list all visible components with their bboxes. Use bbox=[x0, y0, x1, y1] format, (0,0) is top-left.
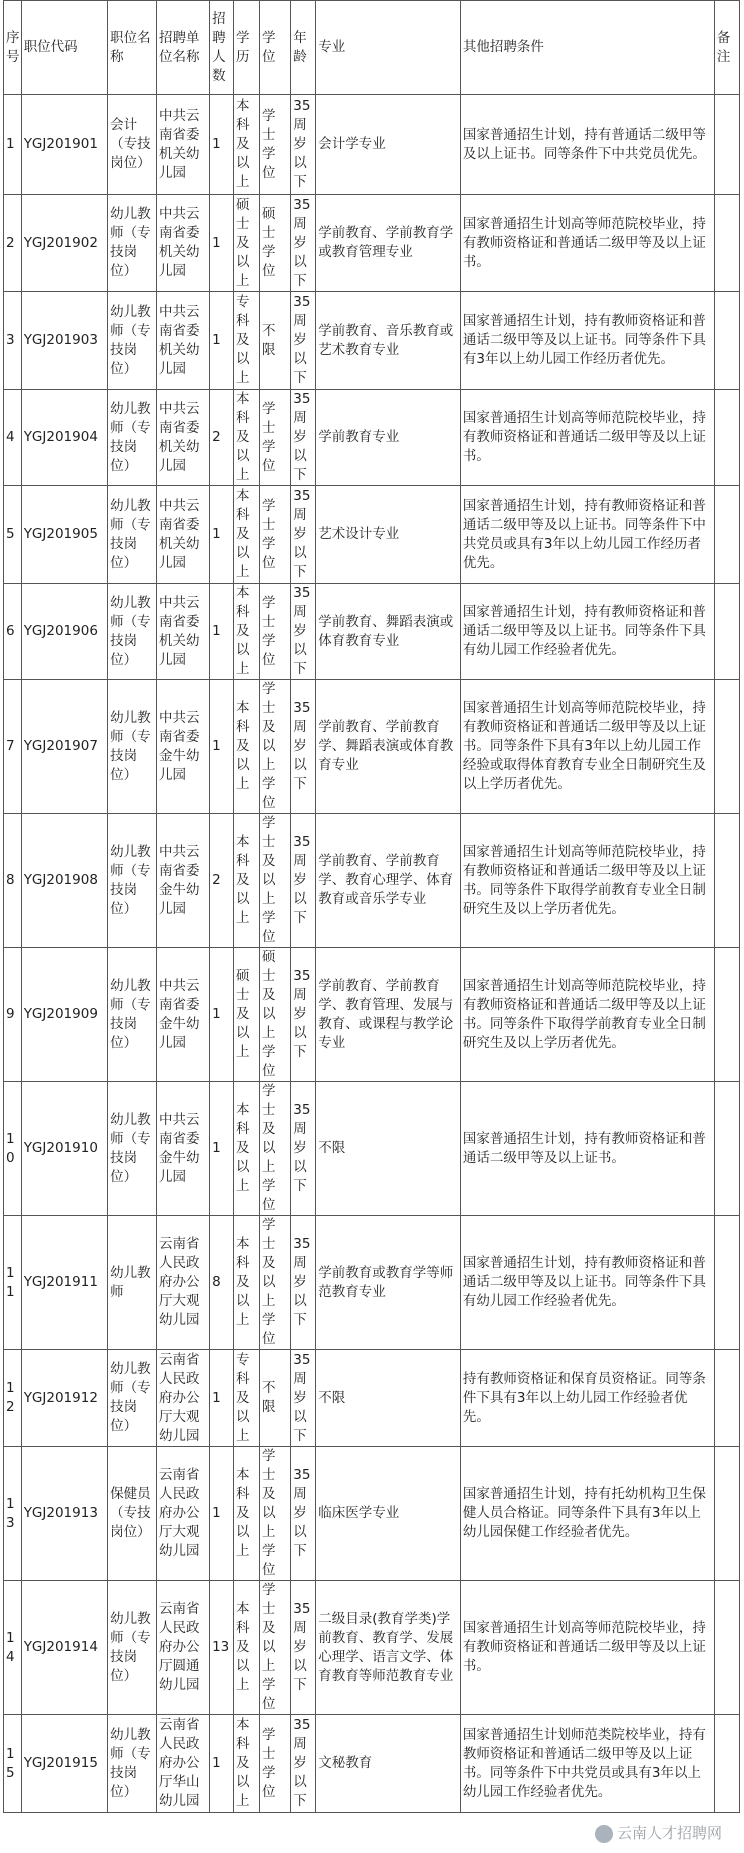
headcount: 1 bbox=[210, 584, 234, 680]
row-index: 4 bbox=[4, 390, 22, 486]
remarks bbox=[714, 814, 739, 948]
degree: 不限 bbox=[260, 1350, 291, 1447]
headcount: 1 bbox=[210, 1082, 234, 1216]
major: 文秘教育 bbox=[316, 1715, 461, 1813]
age-limit: 35周岁以下 bbox=[291, 1715, 316, 1813]
education: 本科及以上 bbox=[234, 1447, 260, 1581]
other-conditions: 国家普通招生计划，持有托幼机构卫生保健人员合格证。同等条件下具有3年以上幼儿园保健工作经验者优先。 bbox=[460, 1447, 714, 1581]
position-code: YGJ201904 bbox=[21, 390, 107, 486]
table-row bbox=[4, 1447, 740, 1581]
headcount: 1 bbox=[210, 1715, 234, 1813]
education: 本科及以上 bbox=[234, 1715, 260, 1813]
position-code: YGJ201910 bbox=[21, 1082, 107, 1216]
remarks bbox=[714, 390, 739, 486]
position-name: 幼儿教师（专技岗位） bbox=[108, 390, 157, 486]
major: 会计学专业 bbox=[316, 95, 461, 195]
header-col-employer: 招聘单位名称 bbox=[157, 1, 210, 95]
education: 专科及以上 bbox=[234, 1350, 260, 1447]
employer-name: 中共云南省委机关幼儿园 bbox=[157, 95, 210, 195]
headcount: 1 bbox=[210, 486, 234, 584]
position-name: 幼儿教师（专技岗位） bbox=[108, 486, 157, 584]
other-conditions: 国家普通招生计划高等师范院校毕业，持有教师资格证和普通话二级甲等及以上证书。 bbox=[460, 390, 714, 486]
position-code: YGJ201907 bbox=[21, 680, 107, 814]
education: 本科及以上 bbox=[234, 1216, 260, 1350]
header-row bbox=[4, 1, 740, 95]
table-row bbox=[4, 1715, 740, 1813]
degree: 硕士学位 bbox=[260, 195, 291, 292]
headcount: 1 bbox=[210, 948, 234, 1082]
employer-name: 中共云南省委金牛幼儿园 bbox=[157, 948, 210, 1082]
row-index: 15 bbox=[4, 1715, 22, 1813]
employer-name: 中共云南省委机关幼儿园 bbox=[157, 390, 210, 486]
age-limit: 35周岁以下 bbox=[291, 1082, 316, 1216]
table-row bbox=[4, 948, 740, 1082]
other-conditions: 国家普通招生计划高等师范院校毕业，持有教师资格证和普通话二级甲等及以上证书。 bbox=[460, 195, 714, 292]
position-name: 幼儿教师（专技岗位） bbox=[108, 1082, 157, 1216]
major: 学前教育、舞蹈表演或体育教育专业 bbox=[316, 584, 461, 680]
education: 硕士及以上 bbox=[234, 195, 260, 292]
row-index: 10 bbox=[4, 1082, 22, 1216]
position-name: 幼儿教师（专技岗位） bbox=[108, 195, 157, 292]
header-col-headcount: 招聘人数 bbox=[210, 1, 234, 95]
position-code: YGJ201903 bbox=[21, 292, 107, 390]
table-row bbox=[4, 584, 740, 680]
remarks bbox=[714, 1216, 739, 1350]
remarks bbox=[714, 948, 739, 1082]
education: 硕士及以上 bbox=[234, 948, 260, 1082]
degree: 学士学位 bbox=[260, 95, 291, 195]
remarks bbox=[714, 195, 739, 292]
major: 艺术设计专业 bbox=[316, 486, 461, 584]
major: 学前教育专业 bbox=[316, 390, 461, 486]
table-row bbox=[4, 680, 740, 814]
employer-name: 中共云南省委金牛幼儿园 bbox=[157, 680, 210, 814]
other-conditions: 持有教师资格证和保育员资格证。同等条件下具有3年以上幼儿园工作经验者优先。 bbox=[460, 1350, 714, 1447]
table-row bbox=[4, 1581, 740, 1715]
education: 本科及以上 bbox=[234, 486, 260, 584]
headcount: 2 bbox=[210, 814, 234, 948]
header-col-index: 序号 bbox=[4, 1, 22, 95]
degree: 学士学位 bbox=[260, 390, 291, 486]
major: 学前教育、学前教育学、教育管理、发展与教育、或课程与教学论专业 bbox=[316, 948, 461, 1082]
position-name: 幼儿教师（专技岗位） bbox=[108, 584, 157, 680]
position-code: YGJ201912 bbox=[21, 1350, 107, 1447]
major: 学前教育、学前教育学、舞蹈表演或体育教育专业 bbox=[316, 680, 461, 814]
position-name: 幼儿教师（专技岗位） bbox=[108, 814, 157, 948]
position-name: 幼儿教师（专技岗位） bbox=[108, 1581, 157, 1715]
age-limit: 35周岁以下 bbox=[291, 486, 316, 584]
degree: 学士学位 bbox=[260, 1715, 291, 1813]
other-conditions: 国家普通招生计划，持有教师资格证和普通话二级甲等及以上证书。 bbox=[460, 1082, 714, 1216]
employer-name: 云南省人民政府办公厅华山幼儿园 bbox=[157, 1715, 210, 1813]
headcount: 1 bbox=[210, 1447, 234, 1581]
age-limit: 35周岁以下 bbox=[291, 948, 316, 1082]
row-index: 11 bbox=[4, 1216, 22, 1350]
remarks bbox=[714, 680, 739, 814]
major: 不限 bbox=[316, 1350, 461, 1447]
header-col-position-name: 职位名称 bbox=[108, 1, 157, 95]
age-limit: 35周岁以下 bbox=[291, 1447, 316, 1581]
table-row bbox=[4, 1216, 740, 1350]
headcount: 1 bbox=[210, 95, 234, 195]
table-row bbox=[4, 95, 740, 195]
position-code: YGJ201909 bbox=[21, 948, 107, 1082]
table-row bbox=[4, 292, 740, 390]
remarks bbox=[714, 1715, 739, 1813]
table-row bbox=[4, 814, 740, 948]
row-index: 14 bbox=[4, 1581, 22, 1715]
education: 本科及以上 bbox=[234, 1082, 260, 1216]
employer-name: 中共云南省委机关幼儿园 bbox=[157, 195, 210, 292]
position-name: 保健员（专技岗位） bbox=[108, 1447, 157, 1581]
degree: 硕士及以上学位 bbox=[260, 948, 291, 1082]
position-code: YGJ201906 bbox=[21, 584, 107, 680]
table-row bbox=[4, 390, 740, 486]
other-conditions: 国家普通招生计划，持有教师资格证和普通话二级甲等及以上证书。同等条件下具有3年以上幼儿园工作经历者优先。 bbox=[460, 292, 714, 390]
position-name: 幼儿教师（专技岗位） bbox=[108, 292, 157, 390]
position-name: 幼儿教师 bbox=[108, 1216, 157, 1350]
remarks bbox=[714, 486, 739, 584]
remarks bbox=[714, 1082, 739, 1216]
wechat-logo-icon bbox=[595, 1825, 613, 1843]
major: 临床医学专业 bbox=[316, 1447, 461, 1581]
employer-name: 云南省人民政府办公厅大观幼儿园 bbox=[157, 1216, 210, 1350]
remarks bbox=[714, 584, 739, 680]
position-code: YGJ201913 bbox=[21, 1447, 107, 1581]
row-index: 12 bbox=[4, 1350, 22, 1447]
other-conditions: 国家普通招生计划高等师范院校毕业，持有教师资格证和普通话二级甲等及以上证书。同等条件下取得学前教育专业全日制研究生及以上学历者优先。 bbox=[460, 948, 714, 1082]
major: 学前教育、音乐教育或艺术教育专业 bbox=[316, 292, 461, 390]
remarks bbox=[714, 292, 739, 390]
age-limit: 35周岁以下 bbox=[291, 292, 316, 390]
remarks bbox=[714, 1350, 739, 1447]
degree: 学士及以上学位 bbox=[260, 680, 291, 814]
education: 本科及以上 bbox=[234, 95, 260, 195]
major: 学前教育、学前教育学、教育心理学、体育教育或音乐学专业 bbox=[316, 814, 461, 948]
age-limit: 35周岁以下 bbox=[291, 680, 316, 814]
employer-name: 云南省人民政府办公厅大观幼儿园 bbox=[157, 1350, 210, 1447]
degree: 学士及以上学位 bbox=[260, 1581, 291, 1715]
major: 不限 bbox=[316, 1082, 461, 1216]
position-code: YGJ201915 bbox=[21, 1715, 107, 1813]
education: 本科及以上 bbox=[234, 680, 260, 814]
remarks bbox=[714, 1447, 739, 1581]
degree: 学士及以上学位 bbox=[260, 814, 291, 948]
employer-name: 中共云南省委机关幼儿园 bbox=[157, 584, 210, 680]
employer-name: 中共云南省委金牛幼儿园 bbox=[157, 814, 210, 948]
row-index: 5 bbox=[4, 486, 22, 584]
header-col-position-code: 职位代码 bbox=[21, 1, 107, 95]
table-row bbox=[4, 195, 740, 292]
headcount: 1 bbox=[210, 195, 234, 292]
position-code: YGJ201901 bbox=[21, 95, 107, 195]
table-row bbox=[4, 486, 740, 584]
education: 本科及以上 bbox=[234, 814, 260, 948]
age-limit: 35周岁以下 bbox=[291, 1216, 316, 1350]
position-name: 幼儿教师（专技岗位） bbox=[108, 1350, 157, 1447]
table-body bbox=[4, 95, 740, 1813]
degree: 学士及以上学位 bbox=[260, 1082, 291, 1216]
position-code: YGJ201905 bbox=[21, 486, 107, 584]
header-col-degree: 学位 bbox=[260, 1, 291, 95]
table-header bbox=[4, 1, 740, 95]
other-conditions: 国家普通招生计划，持有普通话二级甲等及以上证书。同等条件下中共党员优先。 bbox=[460, 95, 714, 195]
position-code: YGJ201914 bbox=[21, 1581, 107, 1715]
headcount: 1 bbox=[210, 1350, 234, 1447]
employer-name: 中共云南省委机关幼儿园 bbox=[157, 486, 210, 584]
row-index: 8 bbox=[4, 814, 22, 948]
age-limit: 35周岁以下 bbox=[291, 1581, 316, 1715]
other-conditions: 国家普通招生计划高等师范院校毕业，持有教师资格证和普通话二级甲等及以上证书。同等条件下取得学前教育专业全日制研究生及以上学历者优先。 bbox=[460, 814, 714, 948]
other-conditions: 国家普通招生计划师范类院校毕业，持有教师资格证和普通话二级甲等及以上证书。同等条件下中共党员或具有3年以上幼儿园工作经验者优先。 bbox=[460, 1715, 714, 1813]
age-limit: 35周岁以下 bbox=[291, 1350, 316, 1447]
degree: 学士学位 bbox=[260, 486, 291, 584]
education: 本科及以上 bbox=[234, 1581, 260, 1715]
headcount: 1 bbox=[210, 292, 234, 390]
other-conditions: 国家普通招生计划，持有教师资格证和普通话二级甲等及以上证书。同等条件下具有幼儿园工作经验者优先。 bbox=[460, 1216, 714, 1350]
headcount: 2 bbox=[210, 390, 234, 486]
other-conditions: 国家普通招生计划高等师范院校毕业，持有教师资格证和普通话二级甲等及以上证书。同等条件下具有3年以上幼儿园工作经验或取得体育教育专业全日制研究生及以上学历者优先。 bbox=[460, 680, 714, 814]
row-index: 7 bbox=[4, 680, 22, 814]
row-index: 3 bbox=[4, 292, 22, 390]
other-conditions: 国家普通招生计划，持有教师资格证和普通话二级甲等及以上证书。同等条件下中共党员或具有3年以上幼儿园工作经历者优先。 bbox=[460, 486, 714, 584]
age-limit: 35周岁以下 bbox=[291, 390, 316, 486]
row-index: 1 bbox=[4, 95, 22, 195]
other-conditions: 国家普通招生计划高等师范院校毕业，持有教师资格证和普通话二级甲等及以上证书。 bbox=[460, 1581, 714, 1715]
row-index: 6 bbox=[4, 584, 22, 680]
remarks bbox=[714, 95, 739, 195]
education: 本科及以上 bbox=[234, 584, 260, 680]
position-code: YGJ201908 bbox=[21, 814, 107, 948]
headcount: 1 bbox=[210, 680, 234, 814]
age-limit: 35周岁以下 bbox=[291, 195, 316, 292]
major: 学前教育、学前教育学或教育管理专业 bbox=[316, 195, 461, 292]
employer-name: 云南省人民政府办公厅大观幼儿园 bbox=[157, 1447, 210, 1581]
header-col-education: 学历 bbox=[234, 1, 260, 95]
age-limit: 35周岁以下 bbox=[291, 814, 316, 948]
headcount: 8 bbox=[210, 1216, 234, 1350]
employer-name: 中共云南省委金牛幼儿园 bbox=[157, 1082, 210, 1216]
row-index: 2 bbox=[4, 195, 22, 292]
employer-name: 中共云南省委机关幼儿园 bbox=[157, 292, 210, 390]
header-col-remarks: 备注 bbox=[714, 1, 739, 95]
position-name: 幼儿教师（专技岗位） bbox=[108, 680, 157, 814]
degree: 不限 bbox=[260, 292, 291, 390]
header-col-major: 专业 bbox=[316, 1, 461, 95]
age-limit: 35周岁以下 bbox=[291, 584, 316, 680]
recruitment-table bbox=[3, 0, 740, 1813]
major: 学前教育或教育学等师范教育专业 bbox=[316, 1216, 461, 1350]
education: 本科及以上 bbox=[234, 390, 260, 486]
position-name: 幼儿教师（专技岗位） bbox=[108, 1715, 157, 1813]
row-index: 13 bbox=[4, 1447, 22, 1581]
headcount: 13 bbox=[210, 1581, 234, 1715]
table-row bbox=[4, 1350, 740, 1447]
degree: 学士学位 bbox=[260, 584, 291, 680]
position-name: 幼儿教师（专技岗位） bbox=[108, 948, 157, 1082]
watermark bbox=[595, 1822, 722, 1843]
age-limit: 35周岁以下 bbox=[291, 95, 316, 195]
watermark-text: 云南人才招聘网 bbox=[616, 1824, 722, 1842]
table-row bbox=[4, 1082, 740, 1216]
position-code: YGJ201911 bbox=[21, 1216, 107, 1350]
employer-name: 云南省人民政府办公厅圆通幼儿园 bbox=[157, 1581, 210, 1715]
row-index: 9 bbox=[4, 948, 22, 1082]
major: 二级目录(教育学类)学前教育、教育学、发展心理学、语言文学、体育教育等师范教育专业 bbox=[316, 1581, 461, 1715]
degree: 学士及以上学位 bbox=[260, 1447, 291, 1581]
other-conditions: 国家普通招生计划，持有教师资格证和普通话二级甲等及以上证书。同等条件下具有幼儿园工作经验者优先。 bbox=[460, 584, 714, 680]
education: 专科及以上 bbox=[234, 292, 260, 390]
header-col-age: 年龄 bbox=[291, 1, 316, 95]
degree: 学士及以上学位 bbox=[260, 1216, 291, 1350]
position-name: 会计（专技岗位） bbox=[108, 95, 157, 195]
position-code: YGJ201902 bbox=[21, 195, 107, 292]
remarks bbox=[714, 1581, 739, 1715]
header-col-other-conditions: 其他招聘条件 bbox=[460, 1, 714, 95]
